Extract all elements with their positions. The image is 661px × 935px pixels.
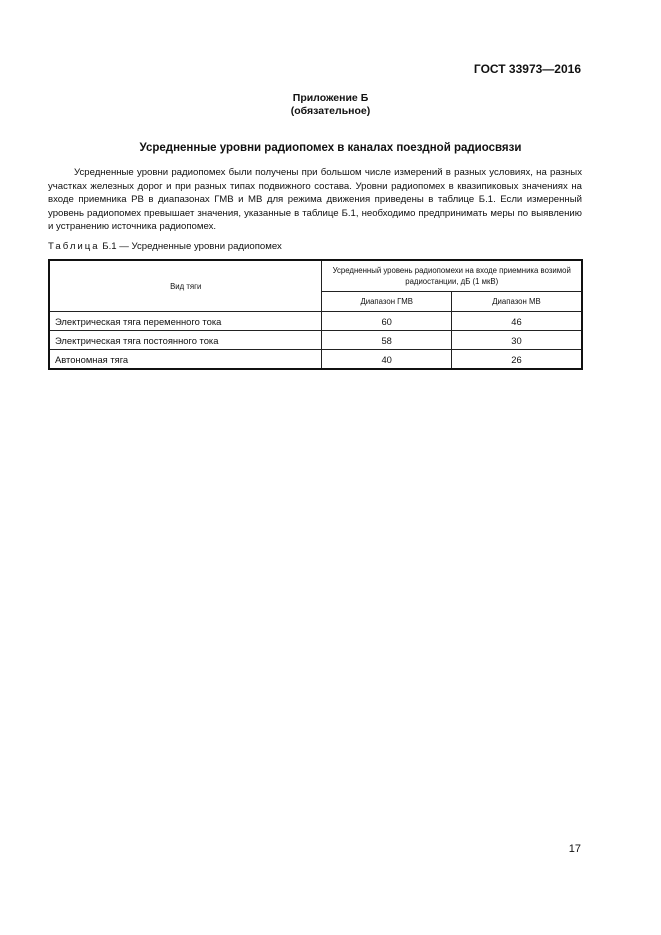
row-traction-name: Электрическая тяга переменного тока (49, 312, 322, 331)
row-mv-value: 26 (451, 350, 582, 370)
appendix-heading (0, 92, 661, 118)
interference-table (48, 259, 583, 370)
row-gmv-value: 58 (322, 331, 452, 350)
table-row (49, 350, 582, 370)
page-number: 17 (568, 843, 581, 855)
table-row (49, 331, 582, 350)
table-row (49, 312, 582, 331)
table-caption-prefix: Таблица (48, 241, 100, 252)
section-title: Усредненные уровни радиопомех в каналах поездной радиосвязи (139, 142, 522, 154)
table-caption (48, 241, 282, 252)
header-mv-range: Диапазон МВ (451, 292, 582, 312)
header-level-group: Усредненный уровень радиопомехи на входе приемника возимой радиостанции, дБ (1 мкВ) (322, 260, 582, 292)
document-code: ГОСТ 33973—2016 (473, 62, 581, 76)
header-gmv-range: Диапазон ГМВ (322, 292, 452, 312)
appendix-title: Приложение Б (292, 92, 369, 104)
appendix-subtitle: (обязательное) (290, 105, 371, 117)
row-gmv-value: 40 (322, 350, 452, 370)
row-gmv-value: 60 (322, 312, 452, 331)
row-mv-value: 30 (451, 331, 582, 350)
header-traction-type: Вид тяги (49, 260, 322, 312)
table-caption-text: Б.1 — Усредненные уровни радиопомех (102, 241, 282, 252)
row-traction-name: Электрическая тяга постоянного тока (49, 331, 322, 350)
body-paragraph: Усредненные уровни радиопомех были получены при большом числе измерений в разных условиях, на разных участках железных дорог и при разных типах подвижного состава. Уровни радиопомех в квазипиковых значениях на входе приемника РВ в диапазонах ГМВ и МВ для режима движения приведены в таблице Б.1. Если измеренный уровень радиопомех превышает значения, указанные в таблице Б.1, необходимо предпринимать меры по выявлению и устранению источника радиопомех. (48, 167, 582, 232)
row-mv-value: 46 (451, 312, 582, 331)
row-traction-name: Автономная тяга (49, 350, 322, 370)
